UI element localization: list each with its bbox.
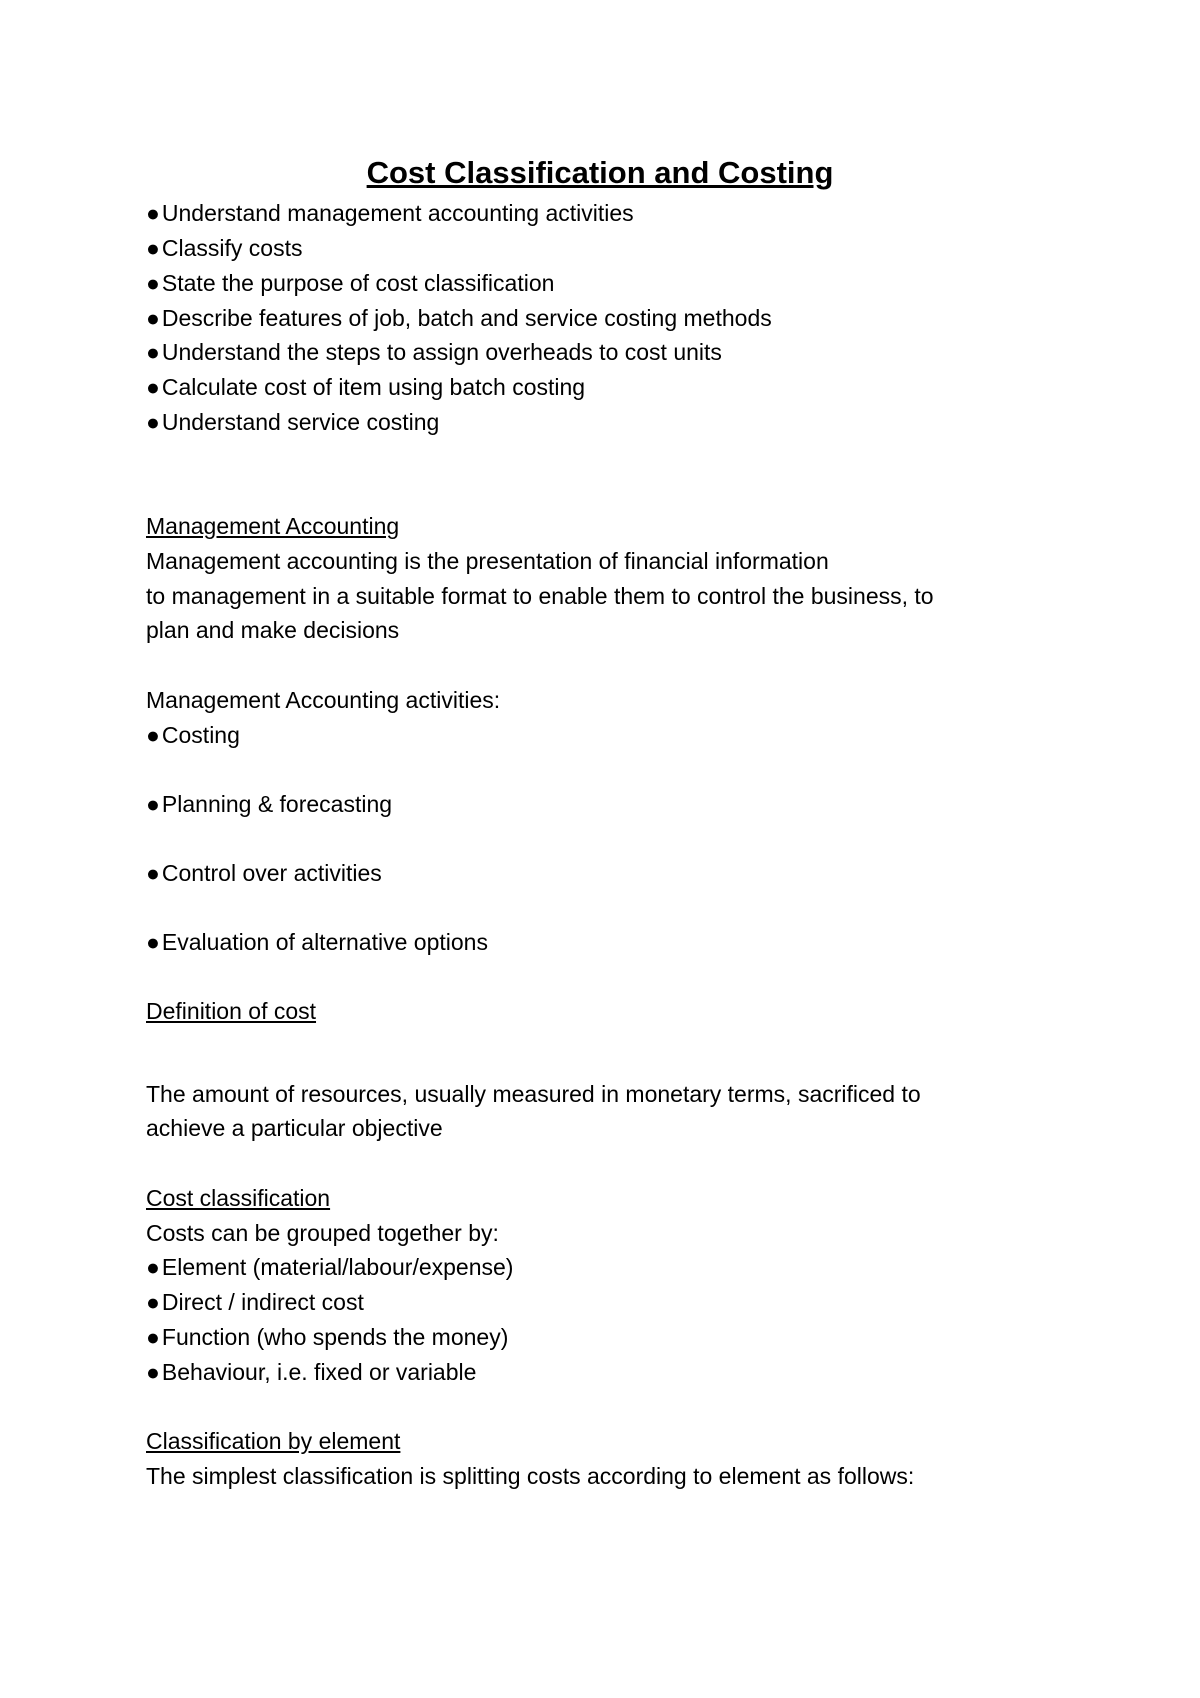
- list-item-text: Planning & forecasting: [161, 791, 393, 817]
- list-item: [146, 789, 392, 819]
- list-item-text: State the purpose of cost classification: [161, 270, 555, 296]
- paragraph-line: Management accounting is the presentation of financial information: [146, 548, 829, 574]
- paragraph-line: Costs can be grouped together by:: [146, 1220, 499, 1246]
- bullet-icon: ●: [146, 1324, 160, 1350]
- list-item-text: Element (material/labour/expense): [161, 1254, 514, 1280]
- bullet-icon: ●: [146, 1254, 160, 1280]
- list-item-text: Understand service costing: [161, 409, 440, 435]
- list-item: [146, 303, 772, 333]
- list-item-text: Control over activities: [161, 860, 382, 886]
- document-title: Cost Classification and Costing: [366, 155, 834, 190]
- bullet-icon: ●: [146, 374, 160, 400]
- bullet-icon: ●: [146, 1289, 160, 1315]
- list-item-text: Understand management accounting activities: [161, 200, 634, 226]
- list-item: [146, 927, 488, 957]
- list-item-text: Describe features of job, batch and service costing methods: [161, 305, 772, 331]
- bullet-icon: ●: [146, 339, 160, 365]
- list-item-text: Evaluation of alternative options: [161, 929, 488, 955]
- list-item: [146, 233, 303, 263]
- list-item: [146, 372, 585, 402]
- bullet-icon: ●: [146, 235, 160, 261]
- list-item: [146, 1287, 364, 1317]
- list-item: [146, 1322, 508, 1352]
- paragraph-line: The amount of resources, usually measured in monetary terms, sacrificed to: [146, 1081, 921, 1107]
- bullet-icon: ●: [146, 860, 160, 886]
- paragraph-line: to management in a suitable format to enable them to control the business, to: [146, 583, 934, 609]
- list-item-text: Understand the steps to assign overheads to cost units: [161, 339, 722, 365]
- section-heading-management-accounting: Management Accounting: [146, 513, 400, 539]
- list-item: [146, 858, 382, 888]
- activities-label: Management Accounting activities:: [146, 687, 501, 713]
- bullet-icon: ●: [146, 270, 160, 296]
- list-item: [146, 1357, 476, 1387]
- list-item: [146, 268, 554, 298]
- paragraph-line: The simplest classification is splitting costs according to element as follows:: [146, 1463, 915, 1489]
- list-item: [146, 720, 240, 750]
- list-item-text: Classify costs: [161, 235, 303, 261]
- section-heading-cost-classification: Cost classification: [146, 1185, 331, 1211]
- bullet-icon: ●: [146, 929, 160, 955]
- bullet-icon: ●: [146, 1359, 160, 1385]
- list-item-text: Costing: [161, 722, 240, 748]
- bullet-icon: ●: [146, 200, 160, 226]
- paragraph-line: achieve a particular objective: [146, 1115, 443, 1141]
- list-item-text: Function (who spends the money): [161, 1324, 509, 1350]
- bullet-icon: ●: [146, 409, 160, 435]
- list-item-text: Calculate cost of item using batch costing: [161, 374, 586, 400]
- bullet-icon: ●: [146, 722, 160, 748]
- list-item: [146, 1252, 513, 1282]
- list-item-text: Behaviour, i.e. fixed or variable: [161, 1359, 477, 1385]
- paragraph-line: plan and make decisions: [146, 617, 400, 643]
- list-item-text: Direct / indirect cost: [161, 1289, 364, 1315]
- list-item: [146, 337, 722, 367]
- bullet-icon: ●: [146, 305, 160, 331]
- section-heading-classification-by-element: Classification by element: [146, 1428, 401, 1454]
- bullet-icon: ●: [146, 791, 160, 817]
- list-item: [146, 407, 439, 437]
- section-heading-definition-of-cost: Definition of cost: [146, 998, 317, 1024]
- list-item: [146, 198, 634, 228]
